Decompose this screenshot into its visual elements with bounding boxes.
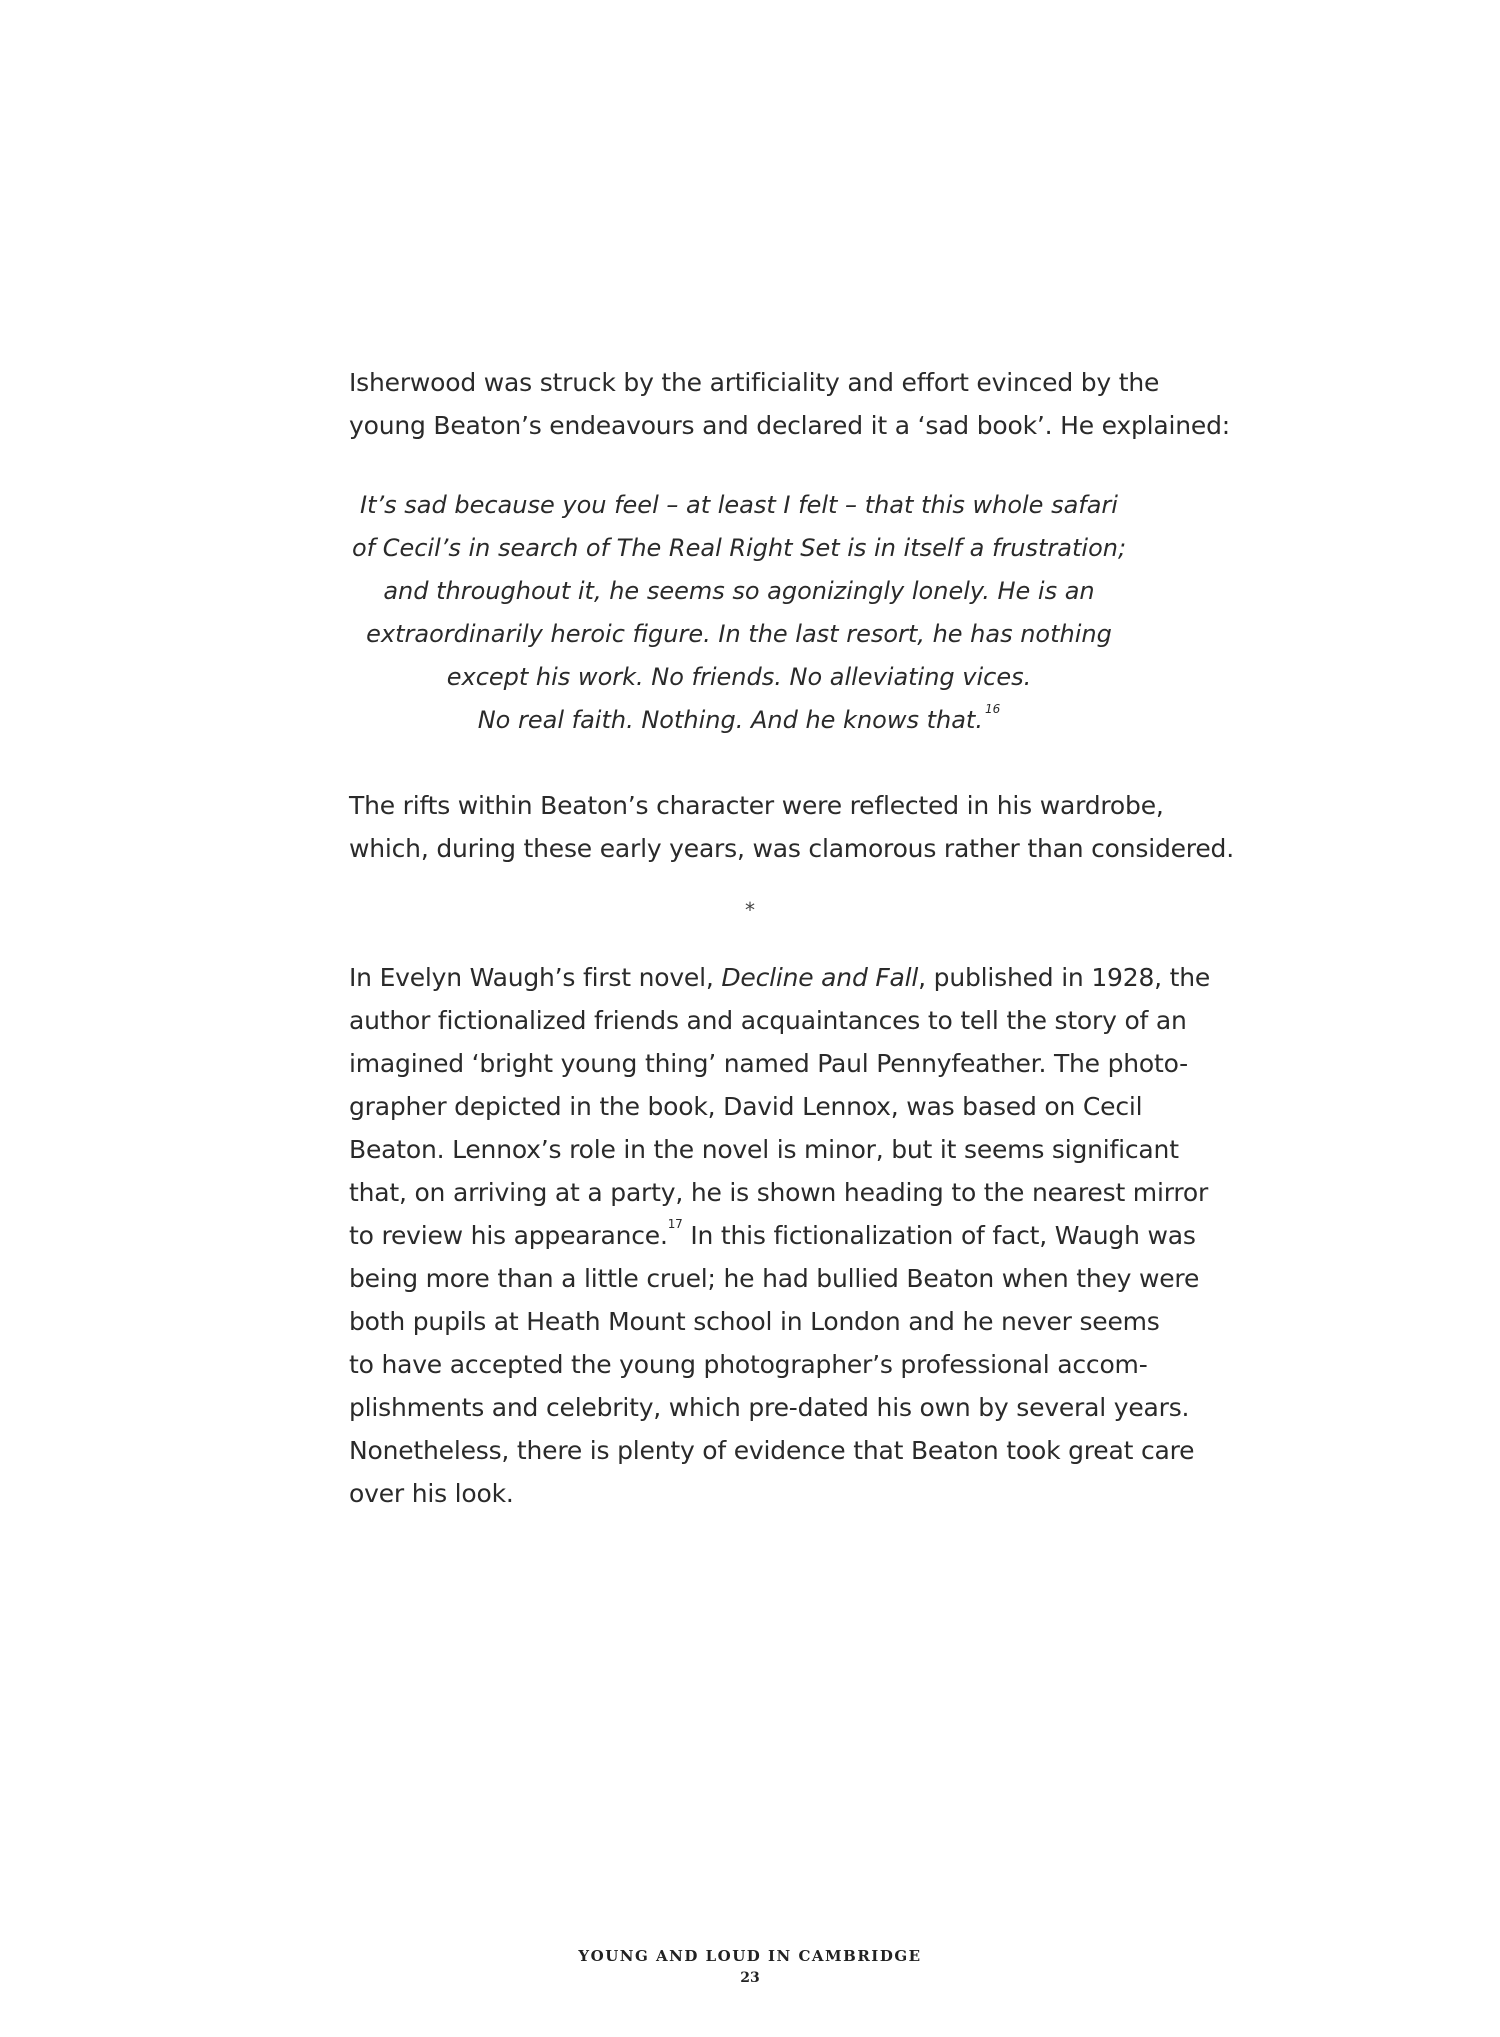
quote-line: extraordinarily heroic figure. In the last resort, he has nothing	[366, 620, 1112, 648]
text-line: over his look.	[349, 1479, 514, 1508]
footnote-marker: 17	[667, 1217, 683, 1231]
text-line: both pupils at Heath Mount school in London and he never seems	[349, 1307, 1160, 1336]
text-segment: , published in 1928, the	[918, 963, 1211, 992]
text-line: grapher depicted in the book, David Lennox, was based on Cecil	[349, 1092, 1143, 1121]
text-line: imagined ‘bright young thing’ named Paul Pennyfeather. The photo-	[349, 1049, 1188, 1078]
quote-line-text: No real faith. Nothing. And he knows that.	[477, 706, 983, 734]
text-line	[349, 956, 1211, 999]
page-number: 23	[740, 1970, 760, 1986]
book-title: Decline and Fall	[721, 963, 919, 992]
section-separator: *	[745, 898, 755, 922]
block-quote	[349, 484, 1129, 742]
text-line: Isherwood was struck by the artificiality and effort evinced by the	[349, 368, 1160, 397]
text-line: plishments and celebrity, which pre-dated his own by several years.	[349, 1393, 1190, 1422]
running-footer-title: YOUNG AND LOUD IN CAMBRIDGE	[578, 1947, 922, 1965]
text-line: Nonetheless, there is plenty of evidence that Beaton took great care	[349, 1436, 1195, 1465]
text-line: Beaton. Lennox’s role in the novel is minor, but it seems significant	[349, 1135, 1179, 1164]
text-line: being more than a little cruel; he had bullied Beaton when they were	[349, 1264, 1200, 1293]
paragraph-waugh	[349, 956, 1211, 1515]
text-line: young Beaton’s endeavours and declared it a ‘sad book’. He explained:	[349, 411, 1230, 440]
text-line: which, during these early years, was clamorous rather than considered.	[349, 834, 1234, 863]
text-line	[349, 1214, 1196, 1257]
text-segment: In Evelyn Waugh’s first novel,	[349, 963, 722, 992]
text-segment: to review his appearance.	[349, 1221, 668, 1250]
quote-line: and throughout it, he seems so agonizingly lonely. He is an	[383, 577, 1095, 605]
paragraph-wardrobe	[349, 784, 1234, 870]
footnote-marker: 16	[984, 702, 1001, 716]
text-segment: In this fictionalization of fact, Waugh was	[682, 1221, 1196, 1250]
quote-line: It’s sad because you feel – at least I felt – that this whole safari	[360, 491, 1118, 519]
text-line: author fictionalized friends and acquaintances to tell the story of an	[349, 1006, 1187, 1035]
text-line: The rifts within Beaton’s character were reflected in his wardrobe,	[349, 791, 1164, 820]
quote-line: except his work. No friends. No alleviating vices.	[446, 663, 1032, 691]
text-line: to have accepted the young photographer’s professional accom-	[349, 1350, 1148, 1379]
text-line: that, on arriving at a party, he is shown heading to the nearest mirror	[349, 1178, 1209, 1207]
quote-line: of Cecil’s in search of The Real Right Set is in itself a frustration;	[351, 534, 1127, 562]
paragraph-isherwood	[349, 361, 1230, 447]
quote-line-last	[349, 699, 1129, 742]
